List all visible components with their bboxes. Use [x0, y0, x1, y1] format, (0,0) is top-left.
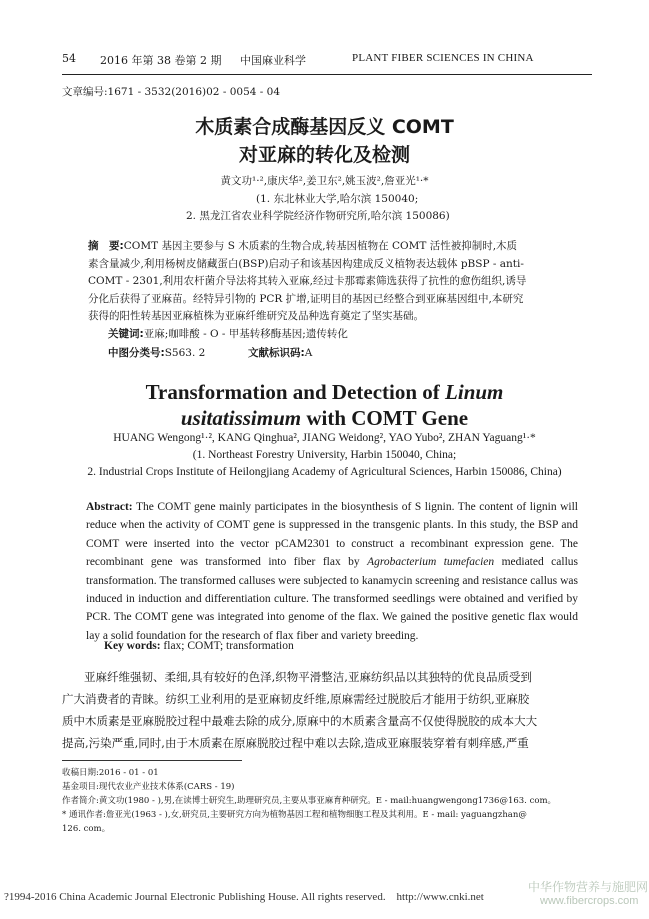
cn-keywords-value: 亚麻;咖啡酸 - O - 甲基转移酶基因;遗传转化 [143, 328, 348, 340]
issue-info: 2016 年第 38 卷第 2 期 [100, 54, 222, 67]
cn-abstract [88, 238, 576, 326]
cn-abstract-label: 摘 要: [88, 240, 124, 252]
body-line: 广大消费者的青睐。纺织工业利用的是亚麻韧皮纤维,原麻需经过脱胶后才能用于纺织,亚麻胶 [62, 692, 530, 706]
watermark-cn: 中华作物营养与施肥网 [528, 880, 649, 894]
body-line: 亚麻纤维强韧、柔细,具有较好的色泽,织物平滑整洁,亚麻纺织品以其独特的优良品质受到 [84, 670, 532, 684]
cn-authors: 黄文功¹·²,康庆华²,姜卫东²,姚玉波²,詹亚光¹·* [220, 175, 429, 187]
footnote-corresponding: * 通讯作者:詹亚光(1963 - ),女,研究员,主要研究方向为植物基因工程和植物细胞工程及其利用。E - mail: yaguangzhan@ [62, 810, 527, 820]
en-title-line2 [0, 406, 649, 431]
cn-affiliation-1: (1. 东北林业大学,哈尔滨 150040; [256, 193, 419, 205]
classification [108, 345, 312, 360]
footnote-rule [62, 760, 242, 761]
en-abstract [86, 498, 578, 645]
en-abstract-label: Abstract: [86, 501, 133, 513]
footnote-funding: 基金项目:现代农业产业技术体系(CARS - 19) [62, 782, 235, 792]
footnote-email-cont: 126. com。 [62, 824, 111, 834]
en-keywords [104, 640, 294, 652]
clc-label: 中图分类号: [108, 347, 165, 359]
body-line: 质中木质素是亚麻脱胶过程中最难去除的成分,原麻中的木质素含量高不仅使得脱胶的成本大大 [62, 714, 538, 728]
cn-keywords [108, 326, 348, 341]
body-paragraph [62, 666, 584, 688]
journal-name-en: PLANT FIBER SCIENCES IN CHINA [352, 52, 534, 64]
body-line-row [62, 710, 584, 732]
en-affiliation-1: (1. Northeast Forestry University, Harbin 150040, China; [192, 449, 457, 461]
cn-abstract-line: 获得的阳性转基因亚麻植株为亚麻纤维研究及品种选育奠定了坚实基础。 [88, 310, 424, 322]
cn-abstract-line: COMT - 2301,利用农杆菌介导法将其转入亚麻,经过卡那霉素筛选获得了抗性的愈伤组织,诱导 [88, 275, 527, 287]
footnote-author-bio: 作者简介:黄文功(1980 - ),男,在读博士研究生,助理研究员,主要从事亚麻育种研究。E - mail:huangwengong1736@163. com。 [62, 796, 557, 806]
en-abstract-text: The COMT gene mainly participates in the biosynthesis of S lignin. The content of lignin will reduce when the activity of COMT gene is suppressed in the transgenic plants. In this study, the BSP and COMT were inserted into the vector pCAM2301 to construct a recombinant expression gene. The recombinant gene was transformed into fiber flax by [86, 501, 579, 569]
en-title-italic: usitatissimum [180, 406, 302, 430]
en-keywords-value: flax; COMT; transformation [163, 640, 294, 652]
cn-title-line2: 对亚麻的转化及检测 [238, 144, 410, 166]
copyright-line: ?1994-2016 China Academic Journal Electronic Publishing House. All rights reserved. http://www.cnki.net [4, 891, 484, 903]
cn-abstract-line: 素含量减少,利用杨树皮储藏蛋白(BSP)启动子和该基因构建成反义植物表达载体 pBSP - anti- [88, 257, 524, 270]
body-line-row [62, 688, 584, 710]
en-title-text: Transformation and Detection of [145, 380, 446, 404]
article-number: 文章编号:1671 - 3532(2016)02 - 0054 - 04 [62, 86, 281, 98]
cn-title-line1: 木质素合成酶基因反义 COMT [195, 116, 454, 138]
cn-abstract-line: 分化后获得了亚麻苗。经特异引物的 PCR 扩增,证明目的基因已经整合到亚麻基因组中,本研究 [88, 292, 524, 305]
journal-name-cn: 中国麻业科学 [240, 54, 306, 67]
en-title-italic: Linum [445, 380, 504, 404]
cn-keywords-label: 关键词: [108, 328, 144, 340]
footnote-received: 收稿日期:2016 - 01 - 01 [62, 768, 159, 778]
doc-code-label: 文献标识码: [247, 347, 305, 359]
watermark-en: www.fibercrops.com [540, 895, 639, 907]
en-abstract-italic: Agrobacterium tumefacien [367, 556, 495, 569]
en-affiliation-2: 2. Industrial Crops Institute of Heilongjiang Academy of Agricultural Sciences, Harbin 150086, China) [87, 466, 562, 478]
running-header [62, 52, 590, 70]
en-title-line1 [0, 380, 649, 405]
doc-code-value: A [304, 347, 313, 359]
en-abstract-text: mediated callus transformation. The transformed calluses were subjected to kanamycin screening and resistance callus was induced in induction and differentiation culture. The transformed seedlings were obtained and verified by PCR. The COMT gene was integrated into genome of the flax. We gained the positive genetic flax would lay a solid foundation for the research of flax fiber and variety breeding. [86, 556, 578, 642]
cn-affiliation-2: 2. 黑龙江省农业科学院经济作物研究所,哈尔滨 150086) [186, 210, 450, 222]
body-line: 提高,污染严重,同时,由于木质素在原麻脱胶过程中难以去除,造成亚麻服装穿着有刺痒感,严重 [62, 736, 529, 750]
en-authors: HUANG Wengong¹·², KANG Qinghua², JIANG Weidong², YAO Yubo², ZHAN Yaguang¹·* [113, 432, 536, 444]
clc-value: S563. 2 [164, 347, 206, 359]
header-rule [62, 74, 592, 75]
page-number: 54 [62, 52, 76, 65]
en-title-text: with COMT Gene [301, 406, 469, 430]
cn-abstract-line: COMT 基因主要参与 S 木质素的生物合成,转基因植物在 COMT 活性被抑制时,木质 [123, 240, 518, 252]
en-keywords-label: Key words: [104, 640, 161, 652]
body-line-row [62, 732, 584, 754]
